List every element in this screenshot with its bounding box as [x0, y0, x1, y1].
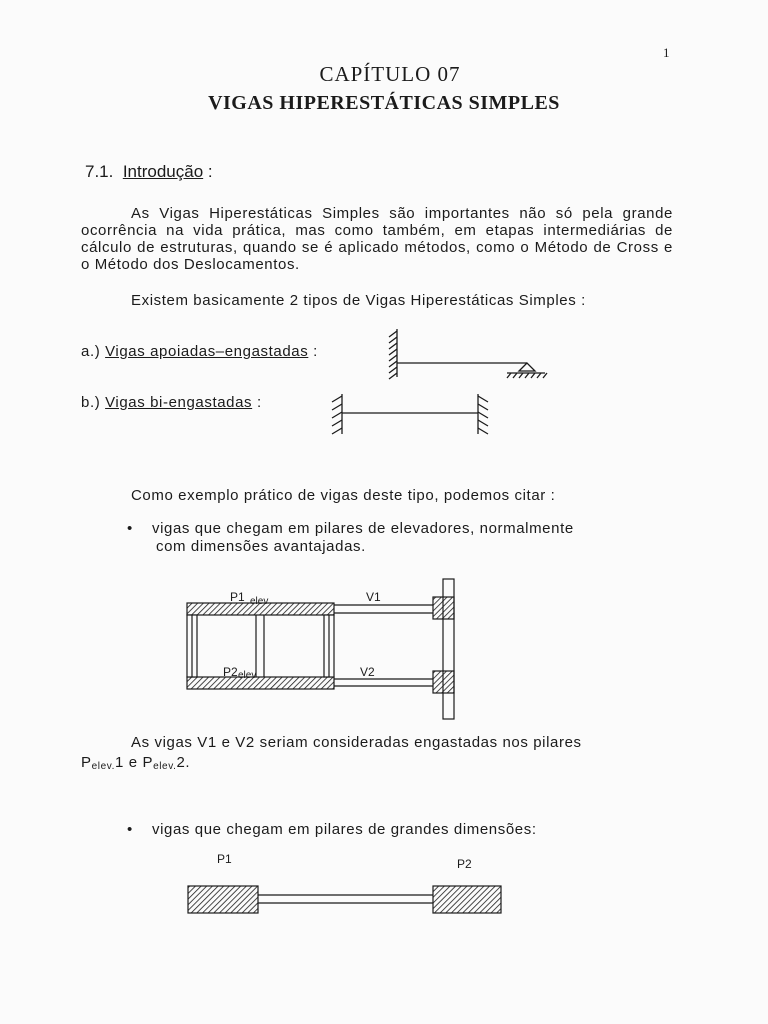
section-heading — [85, 162, 213, 182]
bullet-elevator — [127, 520, 687, 556]
v2-label: V2 — [360, 665, 375, 679]
section-title: Introdução — [122, 162, 204, 181]
section-suffix: : — [207, 162, 213, 181]
p2-label: P2 — [457, 857, 472, 871]
chapter-label: CAPÍTULO 07 — [319, 62, 461, 86]
bullet-pillars — [127, 821, 537, 838]
page-number: 1 — [663, 45, 670, 60]
intro-text: As Vigas Hiperestáticas Simples são importantes não só pela grande ocorrência na vida prática, mas como também, em etapas intermediárias de cálculo de estruturas, quando se é aplicado métodos, como o Método de Cross e o Método dos Deslocamentos. — [81, 205, 673, 273]
p1-label: P1 — [217, 852, 232, 866]
chapter-title: VIGAS HIPERESTÁTICAS SIMPLES — [208, 92, 560, 114]
p1-base: P — [81, 754, 92, 771]
p2-elev-sub: elev — [238, 670, 257, 681]
bullet-dot: • — [127, 520, 133, 537]
type-a-suffix: : — [313, 343, 318, 360]
intro-paragraph — [81, 205, 673, 273]
elevator-note-text: As vigas V1 e V2 seriam consideradas engastadas nos pilares — [131, 734, 582, 751]
type-b — [81, 394, 262, 411]
conj: e — [128, 754, 138, 771]
large-pillars-diagram — [180, 850, 520, 920]
elevator-note — [81, 733, 701, 777]
type-b-label: Vigas bi-engastadas — [105, 394, 253, 411]
bullet-dot: • — [127, 821, 133, 838]
p2-sub: elev. — [153, 761, 177, 772]
type-a-prefix: a.) — [81, 343, 101, 360]
propped-beam-diagram — [385, 325, 555, 385]
bullet-pillars-line1: vigas que chegam em pilares de grandes dimensões: — [152, 821, 537, 838]
p1-sub: elev. — [91, 761, 115, 772]
p2-elev-label: P2 — [223, 665, 238, 679]
types-paragraph: Existem basicamente 2 tipos de Vigas Hiperestáticas Simples : — [131, 292, 586, 309]
type-a — [81, 343, 318, 360]
example-paragraph: Como exemplo prático de vigas deste tipo, podemos citar : — [131, 487, 556, 504]
type-b-prefix: b.) — [81, 394, 101, 411]
p1-elev-label: P1 — [230, 590, 245, 604]
p1-num: 1 — [115, 754, 124, 771]
section-number: 7.1. — [85, 162, 114, 181]
type-a-label: Vigas apoiadas–engastadas — [105, 343, 309, 360]
p2-num: 2. — [176, 754, 191, 771]
elevator-pillars-diagram — [180, 575, 470, 725]
bullet-elevator-line1: vigas que chegam em pilares de elevadores, normalmente — [152, 520, 574, 537]
p1-elev-sub: elev — [250, 596, 269, 607]
p2-base: P — [142, 754, 154, 771]
v1-label: V1 — [366, 590, 381, 604]
fixed-beam-diagram — [328, 390, 498, 440]
type-b-suffix: : — [256, 394, 262, 411]
bullet-elevator-line2: com dimensões avantajadas. — [156, 538, 366, 555]
